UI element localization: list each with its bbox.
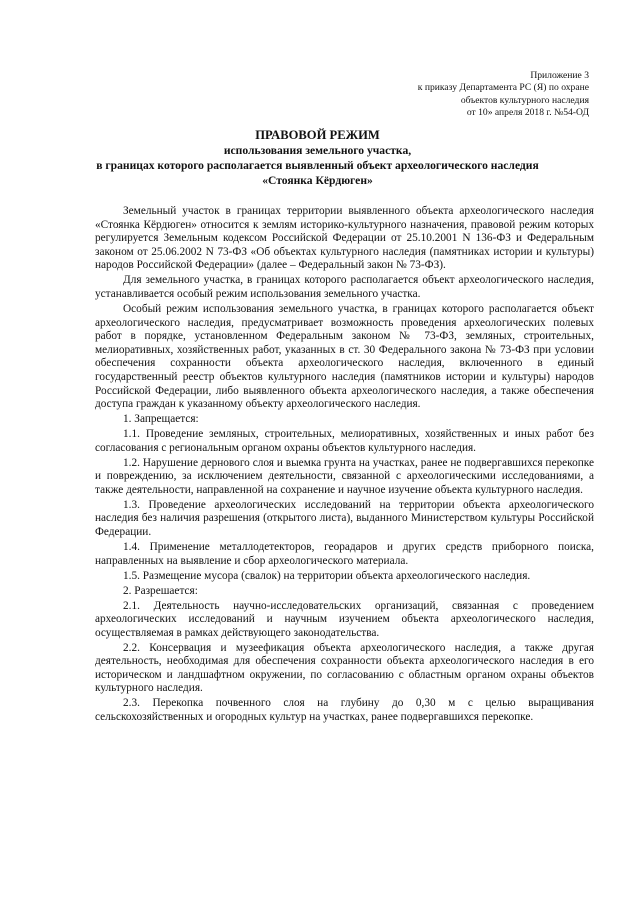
appendix-header (418, 70, 589, 119)
clause-2-3: 2.3. Перекопка почвенного слоя на глубину до 0,30 м с целью выращивания сельскохозяйственных и огородных культур на участках, ранее подвергавшихся перекопке. (95, 697, 594, 724)
clause-2-2: 2.2. Консервация и музеефикация объекта археологического наследия, а также другая деятельность, необходимая для обеспечения сохранности объекта археологического наследия в его историческом и ландшафтном окружении, по согласованию с областным органом охраны объектов культурного наследия. (95, 641, 594, 695)
clause-1-5: 1.5. Размещение мусора (свалок) на территории объекта археологического наследия. (123, 569, 531, 582)
clause-1-1: 1.1. Проведение земляных, строительных, мелиоративных, хозяйственных и иных работ без согласования с региональным органом охраны объектов культурного наследия. (95, 428, 594, 454)
paragraph-intro: Земельный участок в границах территории выявленного объекта археологического наследия «Стоянка Кёрдюген» относится к землям историко-культурного назначения, правовой режим которых регулируется Земельным кодексом Российской Федерации от 25.10.2001 N 136-ФЗ и Федеральным законом от 25.06.2002 N 73-ФЗ «Об объектах культурного наследия (памятниках истории и культуры) народов Российской Федерации» (далее – Федеральный закон № 73-ФЗ). (95, 205, 594, 272)
section-prohibited-heading: 1. Запрещается: (123, 413, 199, 426)
appendix-order-date: от 10» апреля 2018 г. №54-ОД (466, 106, 589, 118)
paragraph-special-regime: Для земельного участка, в границах которого располагается объект археологического наследия, устанавливается особый режим использования земельного участка. (95, 274, 594, 300)
appendix-order-ref-cont: объектов культурного наследия (460, 94, 589, 106)
document-body (95, 205, 594, 726)
section-permitted-heading: 2. Разрешается: (123, 584, 198, 597)
title-main: ПРАВОВОЙ РЕЖИМ (255, 128, 380, 142)
title-line-4: «Стоянка Кёрдюген» (262, 174, 373, 187)
clause-2-1: 2.1. Деятельность научно-исследовательских организаций, связанная с проведением археологических исследований и научным изучением объекта археологического наследия, осуществляемая в рамках действующего законодательства. (95, 599, 594, 639)
document-title (40, 128, 595, 188)
title-line-3: в границах которого располагается выявленный объект археологического наследия (96, 159, 539, 172)
appendix-number: Приложение 3 (530, 70, 589, 81)
clause-1-3: 1.3. Проведение археологических исследований на территории объекта археологического наследия без наличия разрешения (открытого листа), выданного Министерством культуры Российской Федерации. (95, 498, 594, 538)
appendix-order-ref: к приказу Департамента РС (Я) по охране (417, 82, 589, 94)
clause-1-4: 1.4. Применение металлодетекторов, георадаров и других средств приборного поиска, направленных на выявление и сбор археологического материала. (95, 540, 594, 567)
clause-1-2: 1.2. Нарушение дернового слоя и выемка грунта на участках, ранее не подвергавшихся перекопке и повреждению, за исключением деятельности, связанной с археологическими исследованиями, а также деятельности, направленной на сохранение и научное изучение объекта культурного наследия. (95, 456, 594, 496)
paragraph-regime-details: Особый режим использования земельного участка, в границах которого располагается объект археологического наследия, предусматривает возможность проведения археологических полевых работ в порядке, установленном Федеральным законом № 73-ФЗ, земляных, строительных, мелиоративных, хозяйственных работ, указанных в ст. 30 Федерального закона № 73-ФЗ при условии обеспечения сохранности объекта археологического наследия, включенного в единый государственный реестр объектов культурного наследия (памятников истории и культуры) народов Российской Федерации, либо выявленного объекта археологического наследия, а также обеспечения доступа граждан к указанному объекту археологического наследия. (95, 302, 594, 411)
title-line-2: использования земельного участка, (223, 144, 412, 157)
